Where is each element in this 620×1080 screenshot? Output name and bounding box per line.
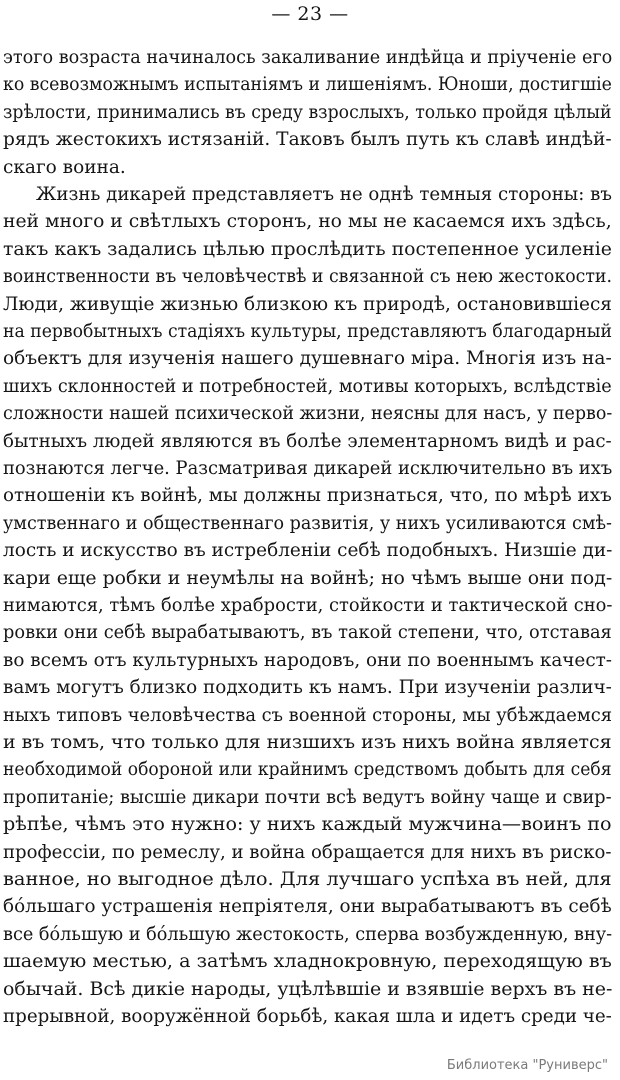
- text-line: объектъ для изученія нашего душевнаго міра. Многія изъ на-: [3, 348, 612, 370]
- text-line: лость и искусство въ истребленіи себѣ подобныхъ. Низшіе ди-: [3, 540, 613, 562]
- text-line: познаются легче. Разсматривая дикарей исключительно въ ихъ: [3, 458, 613, 479]
- text-line: и въ томъ, что только для низшихъ изъ нихъ война является: [3, 732, 612, 753]
- text-line: ровки они себѣ вырабатываютъ, въ такой степени, что, отставая: [3, 622, 612, 644]
- text-line: отношеніи къ войнѣ, мы должны признаться, что, по мѣрѣ ихъ: [3, 485, 612, 507]
- text-line: сложности нашей психической жизни, неясны для насъ, у перво-: [3, 403, 613, 425]
- text-line: Жизнь дикарей представляетъ не однѣ темныя стороны: въ: [36, 184, 612, 205]
- library-watermark: Библиотека "Руниверс": [446, 1058, 608, 1073]
- text-line: рѣпѣе, чѣмъ это нужно: у нихъ каждый мужчина—воинъ по: [3, 814, 612, 836]
- text-line: бóльшаго устрашенія непріятеля, они вырабатываютъ въ себѣ: [3, 896, 612, 918]
- text-line: нимаются, тѣмъ болѣе храбрости, стойкости и тактической сно-: [3, 595, 613, 616]
- text-line: воинственности въ человѣчествѣ и связанной съ нею жестокости.: [3, 266, 612, 288]
- text-line: во всемъ отъ культурныхъ народовъ, они по военнымъ качест-: [3, 649, 612, 671]
- text-line: шихъ склонностей и потребностей, мотивы которыхъ, вслѣдствіе: [3, 375, 612, 397]
- text-line: ванное, но выгодное дѣло. Для лучшаго успѣха въ ней, для: [3, 869, 612, 890]
- text-line: бытныхъ людей являются въ болѣе элементарномъ видѣ и рас-: [3, 430, 612, 452]
- text-line: ней много и свѣтлыхъ сторонъ, но мы не касаемся ихъ здѣсь,: [3, 211, 612, 233]
- text-line: необходимой обороной или крайнимъ средствомъ добыть для себя: [3, 759, 612, 781]
- text-line: профессіи, по ремеслу, и война обращается для нихъ въ риско-: [3, 841, 612, 863]
- page-number: — 23 —: [271, 3, 349, 25]
- text-line: вамъ могутъ близко подходить къ намъ. При изученіи различ-: [3, 677, 612, 699]
- text-line: такъ какъ задались цѣлью прослѣдить постепенное усиленіе: [3, 238, 612, 260]
- text-line: скаго воина.: [3, 156, 126, 178]
- text-line: ко всевозможнымъ испытаніямъ и лишеніямъ. Юноши, достигшіе: [3, 74, 612, 96]
- text-line: рядъ жестокихъ истязаній. Таковъ былъ путь къ славѣ индѣй-: [3, 129, 612, 151]
- text-line: все бóльшую и бóльшую жестокость, сперва возбужденную, вну-: [3, 923, 613, 945]
- text-line: зрѣлости, принимались въ среду взрослыхъ, только пройдя цѣлый: [3, 101, 612, 123]
- text-line: кари еще робки и неумѣлы на войнѣ; но чѣмъ выше они под-: [3, 567, 613, 589]
- text-line: ныхъ типовъ человѣчества съ военной стороны, мы убѣждаемся: [3, 704, 613, 726]
- text-line: умственнаго и общественнаго развитія, у нихъ усиливаются смѣ-: [3, 512, 612, 534]
- text-line: этого возраста начиналось закаливание индѣйца и пріученіе его: [3, 47, 613, 68]
- text-line: Люди, живущіе жизнью близкою къ природѣ, остановившіеся: [3, 293, 612, 315]
- text-line: пропитаніе; высшіе дикари почти всѣ ведутъ войну чаще и свир-: [3, 786, 612, 808]
- text-line: обычай. Всѣ дикіе народы, уцѣлѣвшіе и взявшіе верхъ въ не-: [3, 978, 613, 1000]
- text-line: на первобытныхъ стадіяхъ культуры, представляютъ благодарный: [3, 321, 612, 342]
- text-line: прерывной, вооружённой борьбѣ, какая шла и идетъ среди че-: [3, 1006, 612, 1027]
- text-line: шаемую местью, а затѣмъ хладнокровную, переходящую въ: [3, 951, 612, 973]
